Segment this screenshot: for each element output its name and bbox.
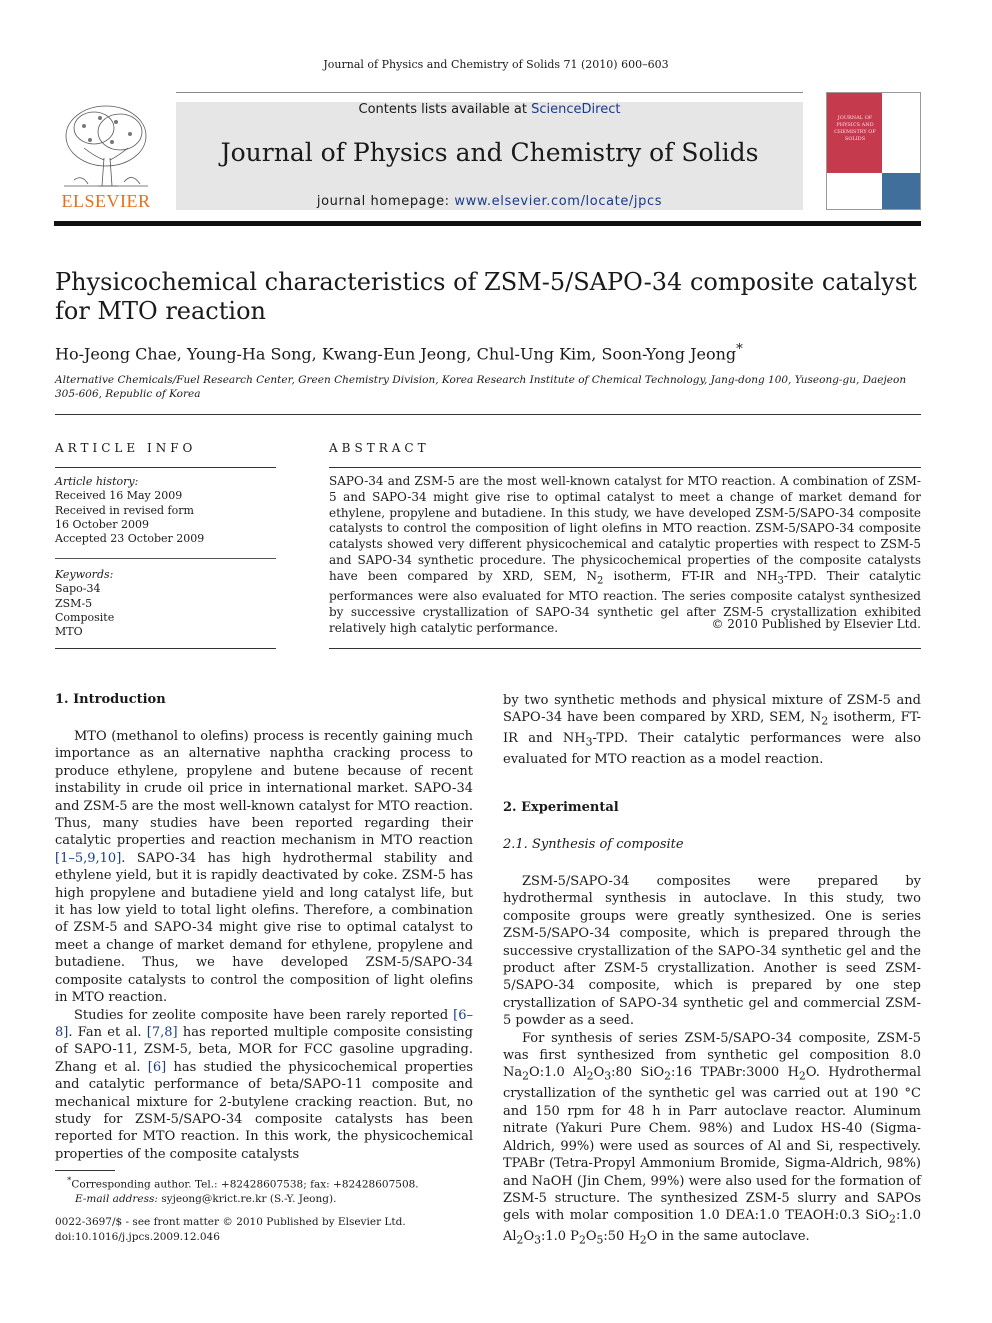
intro-heading: 1. Introduction [55, 692, 166, 707]
corresponding-author-mark[interactable]: * [736, 342, 743, 357]
history-item: 16 October 2009 [55, 517, 150, 531]
masthead-top-rule [176, 92, 803, 93]
article-info-bottom-rule [55, 648, 276, 649]
email-note: E-mail address: syjeong@krict.re.kr (S.-Y. Jeong). [75, 1193, 337, 1205]
keywords-label: Keywords: [55, 568, 114, 581]
abstract-text: SAPO-34 and ZSM-5 are the most well-known catalyst for MTO reaction. A combination of ZSM-5 and SAPO-34 might give rise to optimal catalyst to meet a change of market demand for ethylene, propylene and butadiene. In this study, we have developed ZSM-5/SAPO-34 composite catalysts to control the composition of light olefins in MTO reaction. ZSM-5/SAPO-34 composite catalysts showed very different physicochemical and catalytic properties with respect to ZSM-5 and SAPO-34 synthetic procedure. The physicochemical properties of the composite catalysts have been compared by XRD, SEM, $N_2$ isotherm, FT-IR and $NH_3$-TPD. Their catalytic performances were also evaluated for MTO reaction. The series composite catalyst synthesized by successive crystallization of SAPO-34 synthetic gel after ZSM-5 crystallization exhibited relatively high catalytic performance. [329, 474, 921, 635]
abstract-copyright: © 2010 Published by Elsevier Ltd. [711, 617, 921, 631]
elsevier-wordmark: ELSEVIER [61, 191, 151, 211]
journal-homepage-line [176, 194, 803, 209]
email-address[interactable]: syjeong@krict.re.kr (S.-Y. Jeong). [161, 1193, 337, 1205]
keywords [55, 568, 276, 639]
authors-text: Ho-Jeong Chae, Young-Ha Song, Kwang-Eun Jeong, Chul-Ung Kim, Soon-Yong Jeong [55, 344, 737, 364]
abstract-bottom-rule [329, 648, 921, 649]
doi-line[interactable]: doi:10.1016/j.jpcs.2009.12.046 [55, 1230, 220, 1243]
article-info-rule [55, 467, 276, 468]
homepage-link[interactable]: www.elsevier.com/locate/jpcs [454, 194, 663, 209]
intro-body [55, 728, 473, 1163]
citation-link[interactable]: [7,8] [146, 1024, 178, 1040]
header-rule [55, 414, 921, 415]
affiliation: Alternative Chemicals/Fuel Research Center, Green Chemistry Division, Korea Research Institute of Chemical Technology, Jang-dong 100, Yuseong-gu, Daejeon 305-606, Republic of Korea [55, 374, 907, 400]
masthead-thick-rule [54, 221, 921, 226]
journal-title: Journal of Physics and Chemistry of Solids [220, 138, 759, 167]
citation-link[interactable]: [1–5,9,10] [55, 850, 122, 866]
history-item: Accepted 23 October 2009 [55, 532, 205, 546]
keywords-rule [55, 558, 276, 559]
cover-title-text: JOURNAL OF PHYSICS AND CHEMISTRY OF SOLIDS [834, 115, 876, 142]
synthesis-subheading: 2.1. Synthesis of composite [503, 837, 684, 852]
experimental-heading: 2. Experimental [503, 800, 619, 815]
issn-doi-block [55, 1215, 473, 1244]
intro-paragraph-1: MTO (methanol to olefins) process is recently gaining much importance as an alternative naphtha cracking process to produce ethylene, propylene and butene because of recent instability in crude oil price in international market. SAPO-34 and ZSM-5 are the most well-known catalyst for MTO reaction. Thus, many studies have been reported regarding their catalytic properties and reaction mechanism in MTO reaction [1–5,9,10]. SAPO-34 has high hydrothermal stability and ethylene yield, but it is rapidly deactivated by coke. ZSM-5 has high propylene and butadiene yield and long catalyst life, but it has low yield to total light olefins. Therefore, a combination of ZSM-5 and SAPO-34 might give rise to optimal catalyst to meet a change of market demand for ethylene, propylene and butadiene. Thus, we have developed ZSM-5/SAPO-34 composite catalysts to control the composition of light olefins in MTO reaction. [55, 729, 473, 1006]
article-info-heading: ARTICLE INFO [55, 441, 197, 455]
contents-prefix: Contents lists available at [358, 102, 532, 117]
footnote-rule [55, 1170, 115, 1171]
experimental-paragraph-1: ZSM-5/SAPO-34 composites were prepared by hydrothermal synthesis in autoclave. In this study, two composite groups were greatly synthesized. One is series ZSM-5/SAPO-34 composite, which is prepared through the successive crystallization of the SAPO-34 synthetic gel and the product after ZSM-5 crystallization. Another is seed ZSM-5/SAPO-34 composite, which is prepared by one step crystallization of SAPO-34 synthetic gel and commercial ZSM-5 powder as a seed. [503, 874, 921, 1029]
article-history [55, 475, 276, 546]
keyword-item: Sapo-34 [55, 582, 101, 596]
citation-link[interactable]: [6–8] [55, 1007, 473, 1040]
intro-paragraph-2: Studies for zeolite composite have been rarely reported [6–8]. Fan et al. [7,8] has reported multiple composite consisting of SAPO-11, ZSM-5, beta, MOR for FCC gasoline upgrading. Zhang et al. [6] has studied the physicochemical properties and catalytic performance of beta/SAPO-11 composite and mechanical mixture for 2-butylene cracking reaction. But, no study for ZSM-5/SAPO-34 composite catalysts has been reported for MTO reaction. In this work, the physicochemical properties of the composite catalysts [55, 1007, 473, 1162]
corresponding-author-note: *Corresponding author. Tel.: +82428607538; fax: +82428607508. [67, 1176, 419, 1191]
footnote [55, 1174, 473, 1207]
keyword-item: Composite [55, 610, 115, 624]
history-item: Received in revised form [55, 503, 194, 517]
issn-line: 0022-3697/$ - see front matter © 2010 Published by Elsevier Ltd. [55, 1216, 406, 1228]
history-label: Article history: [55, 475, 139, 488]
cover-blue-panel [882, 173, 920, 209]
homepage-prefix: journal homepage: [316, 194, 455, 209]
intro-continuation: by two synthetic methods and physical mixture of ZSM-5 and SAPO-34 have been compared by XRD, SEM, $N_2$ isotherm, FT-IR and $NH_3$-TPD. Their catalytic performances were also evaluated for MTO reaction as a model reaction. [503, 693, 922, 768]
keyword-item: MTO [55, 625, 83, 639]
citation-link[interactable]: [6] [147, 1059, 167, 1075]
sciencedirect-link[interactable]: ScienceDirect [531, 102, 621, 117]
keyword-item: ZSM-5 [55, 596, 93, 610]
history-item: Received 16 May 2009 [55, 489, 183, 503]
journal-cover-thumbnail [826, 92, 921, 210]
running-head: Journal of Physics and Chemistry of Solids 71 (2010) 600–603 [323, 58, 669, 71]
author-list [55, 342, 921, 363]
experimental-body [503, 873, 921, 1249]
contents-available-line [176, 102, 803, 117]
experimental-paragraph-2: For synthesis of series ZSM-5/SAPO-34 composite, ZSM-5 was first synthesized from synthetic gel composition 8.0 $Na_2O:1.0$ $Al_2O_3:80$ SiO$_2$:16 TPABr:3000 $H_2O$. Hydrothermal crystallization of the synthetic gel was carried out at 190 °C and 150 rpm for 48 h in Parr autoclave reactor. Aluminum nitrate (Yakuri Pure Chem. 98%) and Ludox HS-40 (Sigma-Aldrich, 99%) were used as sources of Al and Si, respectively. TPABr (Tetra-Propyl Ammonium Bromide, Sigma-Aldrich, 98%) and NaOH (Jin Chem, 99%) were also used for the formation of ZSM-5 structure. The synthesized ZSM-5 slurry and SAPOs gels with molar composition 1.0 DEA:1.0 TEAOH:0.3 SiO$_2$:1.0 $Al_2O_3:1.0$ $P_2O_5:50$ $H_2O$ in the same autoclave. [503, 1030, 922, 1247]
abstract-rule [329, 467, 921, 468]
article-title: Physicochemical characteristics of ZSM-5/SAPO-34 composite catalyst for MTO reaction [55, 268, 917, 325]
abstract-heading: ABSTRACT [329, 441, 430, 455]
